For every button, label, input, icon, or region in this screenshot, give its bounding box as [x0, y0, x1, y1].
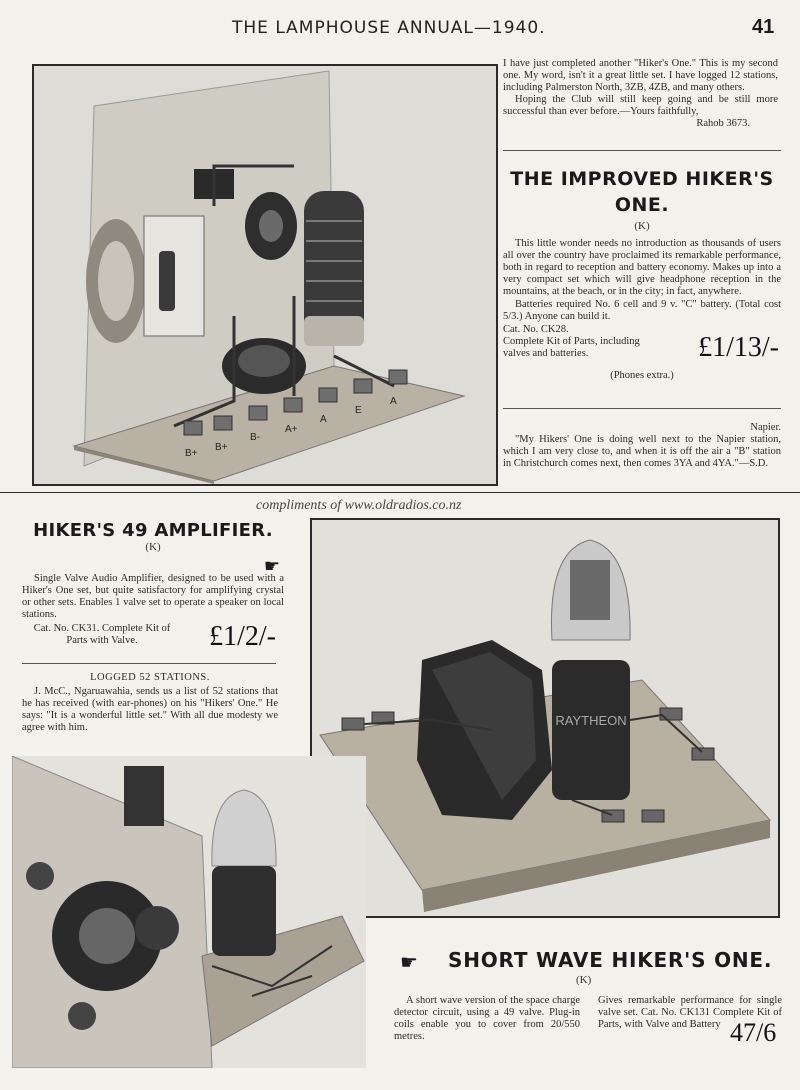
shortwave-section	[394, 948, 782, 986]
shortwave-tag: (K)	[576, 974, 592, 986]
amplifier-illustration	[312, 520, 778, 916]
terminal-label: E	[355, 405, 362, 416]
shortwave-body-left: A short wave version of the space charge detector circuit, using a 49 valve. Plug-in coils enable you to cover from 20/550 metres.	[394, 995, 580, 1042]
terminal-label: B+	[215, 442, 228, 453]
terminal-label: A	[390, 396, 397, 407]
napier-place: Napier.	[750, 422, 781, 433]
improved-body: This little wonder needs no introduction as thousands of users all over the country have proclaimed its remarkable performance, both in regard to reception and battery economy. Makes up into a very compact set which will give headphone reception in the mountains, at the beach, or in the city; in fact, anywhere.	[503, 238, 781, 297]
hikers-one-illustration	[34, 66, 496, 484]
logged-section	[22, 672, 278, 734]
improved-batteries: Batteries required No. 6 cell and 9 v. "C" battery. (Total cost 5/3.) Anyone can build it.	[503, 299, 781, 322]
shortwave-illustration	[12, 756, 366, 1068]
letter-signature: Rahob 3673.	[696, 118, 750, 129]
terminal-label: A+	[285, 424, 298, 435]
photo-amplifier	[310, 518, 780, 918]
amp49-body: Single Valve Audio Amplifier, designed to be used with a Hiker's One set, but quite satisfactory for amplifying crystal or other sets. Enables 1 valve set to operate a speaker on local stations.	[22, 573, 284, 620]
improved-title-line2: ONE.	[614, 194, 670, 216]
shortwave-body-right: Gives remarkable performance for single valve set. Cat. No. CK131 Complete Kit of Parts, with Valve and Battery	[598, 995, 782, 1030]
logged-heading: LOGGED 52 STATIONS.	[90, 672, 210, 683]
improved-title-line1: THE IMPROVED HIKER'S	[510, 168, 774, 190]
shortwave-title: SHORT WAVE HIKER'S ONE.	[448, 948, 773, 972]
letter-hikers-one	[503, 58, 778, 130]
letter-body-2: Hoping the Club will still keep going and be still more successful than ever before.—Yours faithfully,	[503, 94, 778, 117]
photo-shortwave	[12, 756, 366, 1068]
amp49-title: HIKER'S 49 AMPLIFIER.	[33, 520, 273, 541]
amp49-section	[22, 520, 284, 659]
terminal-label: B-	[250, 432, 260, 443]
improved-price: £1/13/-	[698, 332, 779, 363]
napier-body: "My Hikers' One is doing well next to the Napier station, which I am very close to, and when it is off the air a "B" station in Christchurch comes next, then comes 3YA and 4YA."—S.D.	[503, 434, 781, 469]
shortwave-price: 47/6	[730, 1018, 777, 1047]
rule	[503, 408, 781, 409]
amp49-price: £1/2/-	[209, 621, 276, 652]
page-number: 41	[752, 16, 775, 38]
napier-letter	[503, 422, 781, 470]
credit-line: compliments of www.oldradios.co.nz	[256, 498, 462, 513]
improved-section	[503, 166, 781, 382]
valve-brand: RAYTHEON	[555, 713, 627, 728]
rule	[503, 150, 781, 151]
logged-body: J. McC., Ngaruawahia, sends us a list of 52 stations that he has received (with ear-phones) on his "Hikers' One." He says: "It is a wonderful little set." With all due modesty we agree with him.	[22, 686, 278, 733]
amp49-tag: (K)	[145, 541, 161, 553]
improved-catno: Cat. No. CK28.	[503, 324, 569, 335]
terminal-label: B+	[185, 448, 198, 459]
rule	[22, 663, 276, 664]
improved-kit: Complete Kit of Parts, including valves and batteries.	[503, 336, 640, 359]
section-divider	[0, 492, 800, 493]
improved-tag: (K)	[634, 220, 650, 232]
letter-body: I have just completed another "Hiker's One." This is my second one. My word, isn't it a great little set. I have logged 12 stations, including Palmerston North, 3ZB, 4ZB, and many others.	[503, 58, 778, 93]
running-header: THE LAMPHOUSE ANNUAL—1940.	[232, 18, 546, 38]
terminal-label: A	[320, 414, 327, 425]
improved-title	[503, 166, 781, 218]
amp49-catno: Cat. No. CK31. Complete Kit of Parts with Valve.	[33, 623, 171, 646]
pointing-hand-icon: ☛	[400, 952, 418, 974]
photo-hikers-one	[32, 64, 498, 486]
pointing-hand-icon: ☛	[263, 556, 280, 576]
improved-phones: (Phones extra.)	[610, 370, 674, 381]
